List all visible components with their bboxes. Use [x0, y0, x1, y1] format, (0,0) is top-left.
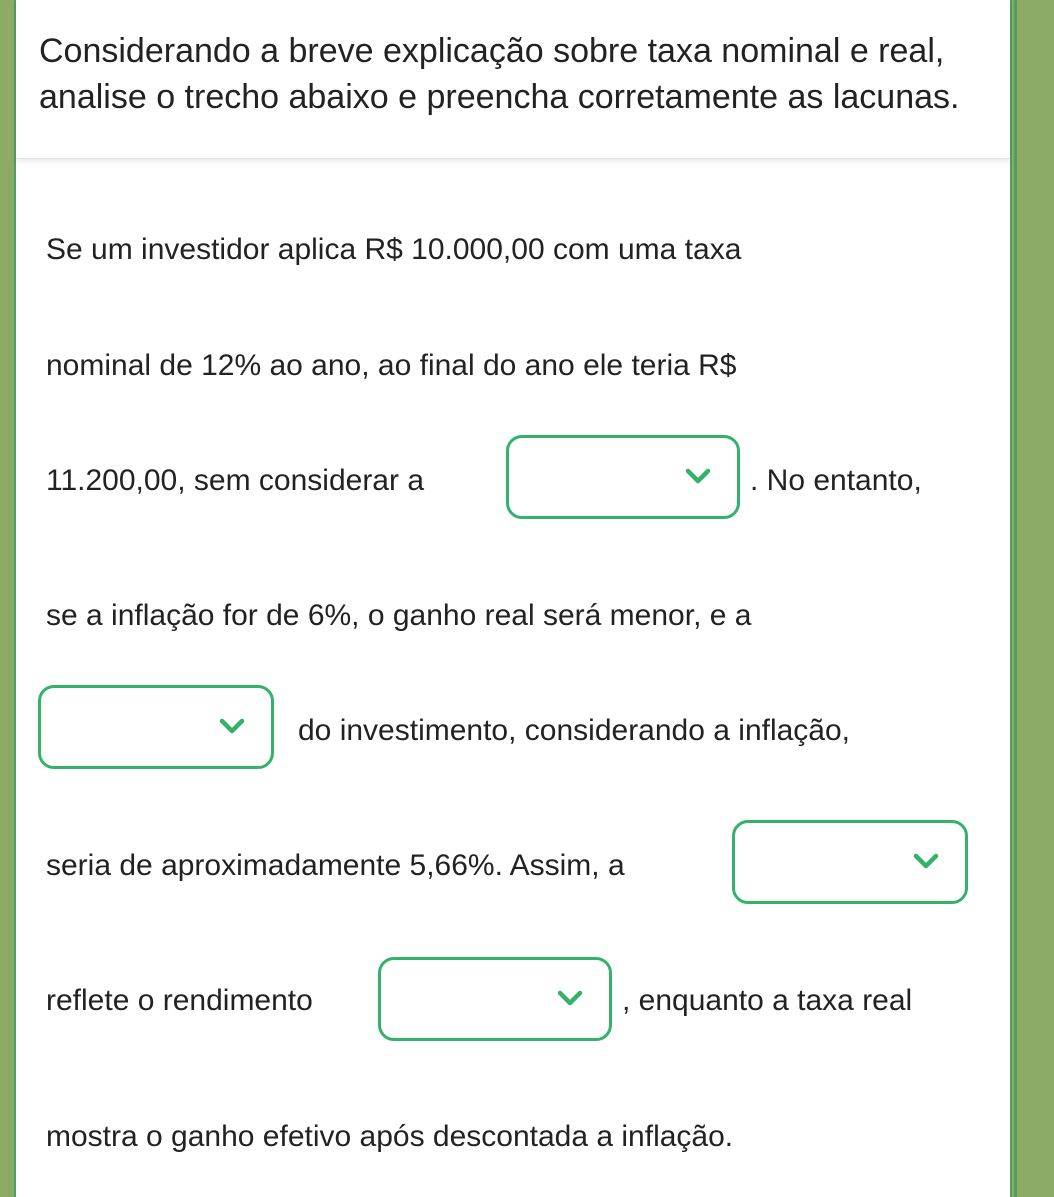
passage-line-6: seria de aproximadamente 5,66%. Assim, a: [46, 849, 625, 882]
question-card: [14, 0, 1012, 1197]
passage-line-3-end: . No entanto,: [750, 464, 922, 497]
right-background-stripe: [1014, 0, 1054, 1197]
chevron-down-icon: [913, 851, 939, 871]
chevron-down-icon: [685, 466, 711, 486]
blank-dropdown-3[interactable]: [732, 820, 968, 904]
passage-line-4: se a inflação for de 6%, o ganho real será menor, e a: [46, 599, 752, 632]
passage-line-1: Se um investidor aplica R$ 10.000,00 com uma taxa: [46, 233, 742, 266]
passage-line-7-start: reflete o rendimento: [46, 984, 313, 1017]
passage-line-5: do investimento, considerando a inflação,: [298, 714, 851, 747]
chevron-down-icon: [219, 716, 245, 736]
passage-line-3-start: 11.200,00, sem considerar a: [46, 464, 425, 497]
passage-line-2: nominal de 12% ao ano, ao final do ano ele teria R$: [46, 349, 737, 382]
blank-dropdown-4[interactable]: [378, 957, 612, 1041]
passage-line-7-end: , enquanto a taxa real: [622, 984, 913, 1017]
chevron-down-icon: [557, 988, 583, 1008]
question-instruction: Considerando a breve explicação sobre taxa nominal e real, analise o trecho abaixo e preencha corretamente as lacunas.: [39, 32, 960, 116]
blank-dropdown-2[interactable]: [38, 685, 274, 769]
passage-line-8: mostra o ganho efetivo após descontada a inflação.: [46, 1120, 734, 1153]
question-header: [16, 0, 1010, 159]
blank-dropdown-1[interactable]: [506, 435, 740, 519]
